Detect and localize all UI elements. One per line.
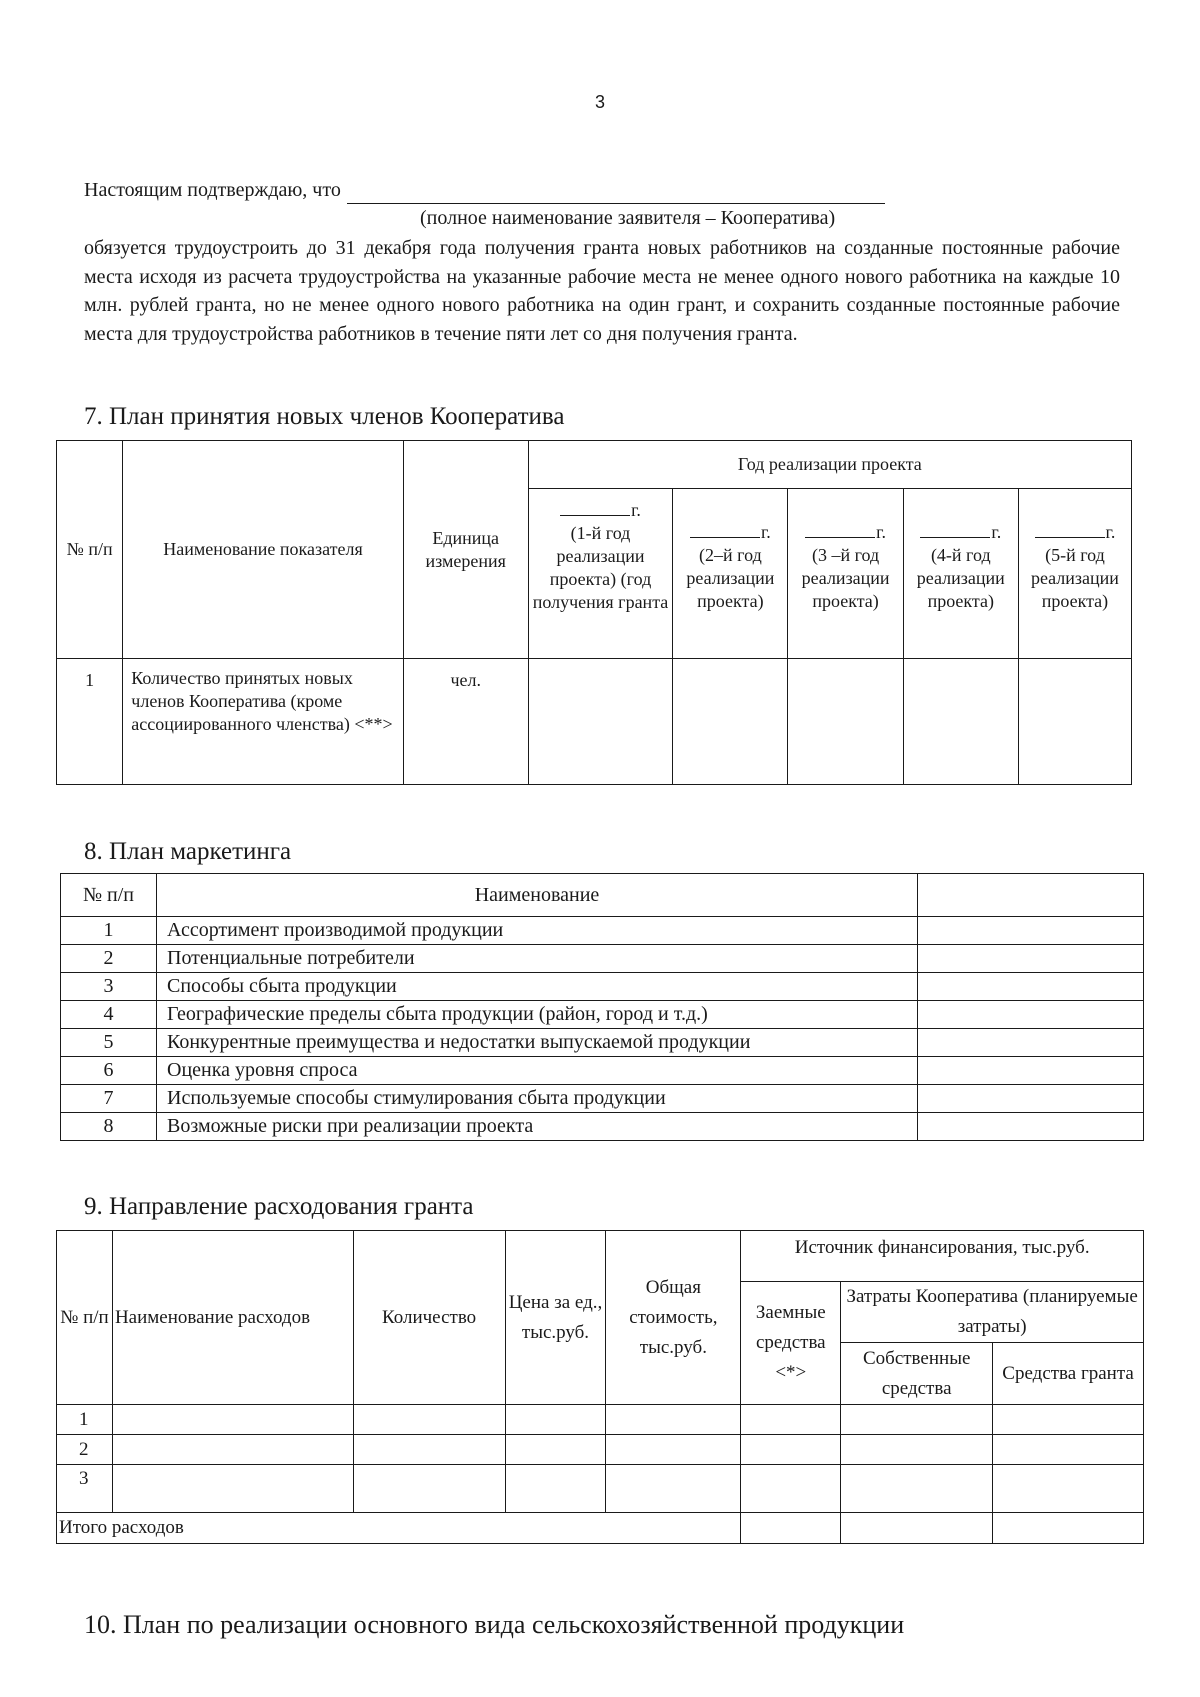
year-1-cell[interactable] bbox=[528, 659, 673, 785]
total-cell[interactable] bbox=[606, 1465, 741, 1513]
row-value-cell[interactable] bbox=[918, 945, 1144, 973]
row-name: Потенциальные потребители bbox=[157, 945, 918, 973]
col-grant-header: Средства гранта bbox=[993, 1343, 1144, 1405]
row-number: 1 bbox=[57, 1405, 113, 1435]
applicant-name-field[interactable] bbox=[347, 183, 885, 204]
col-number-header: № п/п bbox=[61, 874, 157, 917]
year-3-label: (3 –й год реализации проекта) bbox=[801, 545, 890, 611]
col-number-header: № п/п bbox=[57, 1231, 113, 1405]
year-2-label: (2–й год реализации проекта) bbox=[686, 545, 775, 611]
year-2-blank[interactable] bbox=[690, 523, 760, 538]
table-row bbox=[61, 1001, 1144, 1029]
row-number: 1 bbox=[61, 917, 157, 945]
year-1-blank[interactable] bbox=[560, 501, 630, 516]
price-cell[interactable] bbox=[505, 1465, 606, 1513]
row-number: 5 bbox=[61, 1029, 157, 1057]
borrowed-cell[interactable] bbox=[741, 1465, 841, 1513]
row-value-cell[interactable] bbox=[918, 1029, 1144, 1057]
table-row bbox=[57, 659, 1132, 785]
grant-cell[interactable] bbox=[993, 1405, 1144, 1435]
row-number: 7 bbox=[61, 1085, 157, 1113]
row-name: Используемые способы стимулирования сбыта продукции bbox=[157, 1085, 918, 1113]
price-cell[interactable] bbox=[505, 1405, 606, 1435]
year-5-suffix: г. bbox=[1105, 522, 1116, 542]
row-name: Конкурентные преимущества и недостатки выпускаемой продукции bbox=[157, 1029, 918, 1057]
row-number: 2 bbox=[57, 1435, 113, 1465]
row-number: 4 bbox=[61, 1001, 157, 1029]
total-cell[interactable] bbox=[606, 1405, 741, 1435]
row-number: 1 bbox=[57, 659, 123, 785]
year-3-suffix: г. bbox=[876, 522, 887, 542]
total-label: Итого расходов bbox=[57, 1513, 741, 1544]
row-number: 6 bbox=[61, 1057, 157, 1085]
section-8-title: 8. План маркетинга bbox=[84, 838, 292, 865]
table-row bbox=[57, 1465, 1144, 1513]
col-own-header: Собственные средства bbox=[841, 1343, 993, 1405]
table-row bbox=[61, 1057, 1144, 1085]
marketing-plan-table bbox=[60, 873, 1144, 1141]
price-cell[interactable] bbox=[505, 1435, 606, 1465]
col-borrowed-header: Заемные средства <*> bbox=[741, 1282, 841, 1405]
col-number-header: № п/п bbox=[57, 441, 123, 659]
row-name: Возможные риски при реализации проекта bbox=[157, 1113, 918, 1141]
year-3-blank[interactable] bbox=[805, 523, 875, 538]
col-name-header: Наименование расходов bbox=[112, 1231, 353, 1405]
confirmation-line bbox=[84, 176, 1120, 204]
row-value-cell[interactable] bbox=[918, 1057, 1144, 1085]
row-name: Способы сбыта продукции bbox=[157, 973, 918, 1001]
table-row bbox=[61, 973, 1144, 1001]
borrowed-cell[interactable] bbox=[741, 1405, 841, 1435]
expense-name-cell[interactable] bbox=[112, 1435, 353, 1465]
row-unit: чел. bbox=[403, 659, 528, 785]
grant-cell[interactable] bbox=[993, 1435, 1144, 1465]
col-indicator-header: Наименование показателя bbox=[123, 441, 403, 659]
row-value-cell[interactable] bbox=[918, 917, 1144, 945]
col-total-header: Общая стоимость, тыс.руб. bbox=[606, 1231, 741, 1405]
year-5-header bbox=[1018, 489, 1131, 659]
total-grant-cell[interactable] bbox=[993, 1513, 1144, 1544]
total-cell[interactable] bbox=[606, 1435, 741, 1465]
col-coop-group-header: Затраты Кооператива (планируемые затраты) bbox=[841, 1282, 1144, 1343]
total-borrowed-cell[interactable] bbox=[741, 1513, 841, 1544]
qty-cell[interactable] bbox=[353, 1465, 505, 1513]
table-row bbox=[61, 1085, 1144, 1113]
year-5-label: (5-й год реализации проекта) bbox=[1030, 545, 1119, 611]
applicant-hint: (полное наименование заявителя – Кооператива) bbox=[420, 207, 836, 229]
table-row bbox=[57, 1435, 1144, 1465]
own-cell[interactable] bbox=[841, 1435, 993, 1465]
table-row bbox=[61, 917, 1144, 945]
table-row bbox=[61, 945, 1144, 973]
col-qty-header: Количество bbox=[353, 1231, 505, 1405]
row-number: 2 bbox=[61, 945, 157, 973]
expense-name-cell[interactable] bbox=[112, 1465, 353, 1513]
new-members-plan-table bbox=[56, 440, 1132, 785]
year-4-cell[interactable] bbox=[903, 659, 1018, 785]
confirmation-block bbox=[84, 176, 1120, 348]
col-years-group-header: Год реализации проекта bbox=[528, 441, 1131, 489]
borrowed-cell[interactable] bbox=[741, 1435, 841, 1465]
row-value-cell[interactable] bbox=[918, 1001, 1144, 1029]
section-9-title: 9. Направление расходования гранта bbox=[84, 1193, 474, 1220]
year-3-cell[interactable] bbox=[788, 659, 903, 785]
table-row bbox=[61, 1113, 1144, 1141]
table-row bbox=[61, 1029, 1144, 1057]
row-name: Оценка уровня спроса bbox=[157, 1057, 918, 1085]
year-3-header bbox=[788, 489, 903, 659]
year-4-blank[interactable] bbox=[920, 523, 990, 538]
obligation-text: обязуется трудоустроить до 31 декабря года получения гранта новых работников на созданные постоянные рабочие места исходя из расчета трудоустройства на указанные рабочие места не менее одного нового работника на каждые 10 млн. рублей гранта, но не менее одного нового работника на один грант, и сохранить созданные постоянные рабочие места для трудоустройства работников в течение пяти лет со дня получения гранта. bbox=[84, 237, 1120, 345]
row-value-cell[interactable] bbox=[918, 973, 1144, 1001]
section-7-title: 7. План принятия новых членов Кооператива bbox=[84, 403, 565, 430]
total-own-cell[interactable] bbox=[841, 1513, 993, 1544]
qty-cell[interactable] bbox=[353, 1405, 505, 1435]
year-2-suffix: г. bbox=[760, 522, 771, 542]
col-name-header: Наименование bbox=[157, 874, 918, 917]
year-2-cell[interactable] bbox=[673, 659, 788, 785]
page-number: 3 bbox=[594, 92, 605, 112]
year-4-header bbox=[903, 489, 1018, 659]
own-cell[interactable] bbox=[841, 1405, 993, 1435]
col-price-header: Цена за ед., тыс.руб. bbox=[505, 1231, 606, 1405]
grant-spending-table bbox=[56, 1230, 1144, 1544]
col-source-group-header: Источник финансирования, тыс.руб. bbox=[741, 1231, 1144, 1282]
section-10-title: 10. План по реализации основного вида сельскохозяйственной продукции bbox=[84, 1610, 905, 1639]
year-4-suffix: г. bbox=[991, 522, 1002, 542]
row-name: Ассортимент производимой продукции bbox=[157, 917, 918, 945]
row-value-cell[interactable] bbox=[918, 1085, 1144, 1113]
year-5-cell[interactable] bbox=[1018, 659, 1131, 785]
grant-cell[interactable] bbox=[993, 1465, 1144, 1513]
row-name: Географические пределы сбыта продукции (район, город и т.д.) bbox=[157, 1001, 918, 1029]
col-unit-header: Единица измерения bbox=[403, 441, 528, 659]
confirmation-lead: Настоящим подтверждаю, что bbox=[84, 179, 341, 201]
year-2-header bbox=[673, 489, 788, 659]
row-indicator: Количество принятых новых членов Кооператива (кроме ассоциированного членства) <**> bbox=[123, 659, 403, 785]
qty-cell[interactable] bbox=[353, 1435, 505, 1465]
row-value-cell[interactable] bbox=[918, 1113, 1144, 1141]
total-row bbox=[57, 1513, 1144, 1544]
table-row bbox=[57, 1405, 1144, 1435]
row-number: 8 bbox=[61, 1113, 157, 1141]
row-number: 3 bbox=[61, 973, 157, 1001]
expense-name-cell[interactable] bbox=[112, 1405, 353, 1435]
year-1-suffix: г. bbox=[631, 500, 641, 520]
year-1-header bbox=[528, 489, 673, 659]
own-cell[interactable] bbox=[841, 1465, 993, 1513]
col-value-header bbox=[918, 874, 1144, 917]
year-5-blank[interactable] bbox=[1035, 523, 1105, 538]
row-number: 3 bbox=[57, 1465, 113, 1513]
year-4-label: (4-й год реализации проекта) bbox=[916, 545, 1005, 611]
year-1-label: (1-й год реализации проекта) (год получения гранта bbox=[532, 523, 669, 612]
